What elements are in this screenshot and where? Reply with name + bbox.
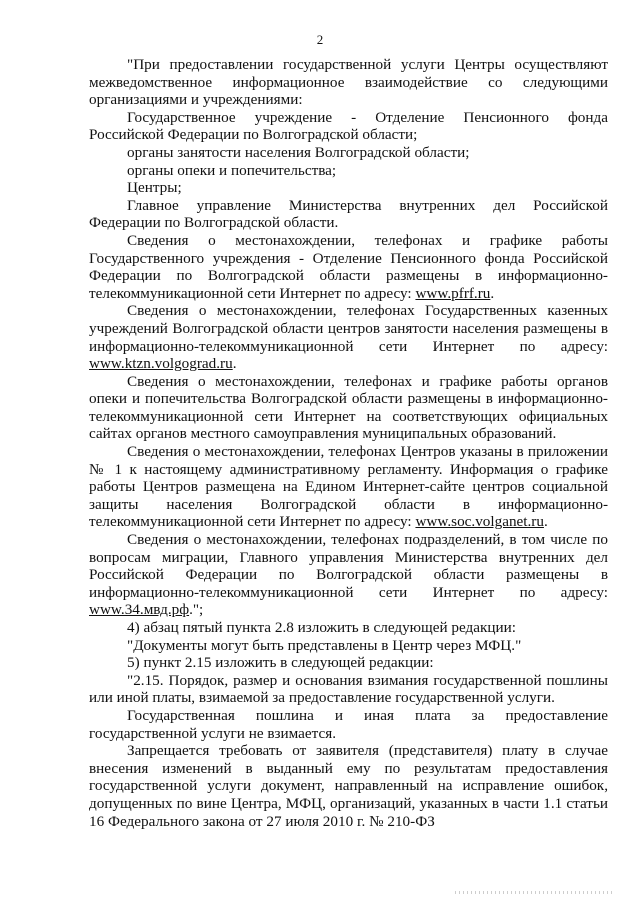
paragraph-text: Сведения о местонахождении, телефонах и графике работы органов опеки и попечительства Волгоградской области размещены в информационно-телекоммуникационной сети Интернет на соответствующих официальных сайтах органов местного самоуправления муниципальных образований. — [89, 372, 608, 443]
paragraph — [89, 179, 608, 197]
paragraph — [89, 742, 608, 830]
paragraph — [89, 162, 608, 180]
paragraph-text: Сведения о местонахождении, телефонах подразделений, в том числе по вопросам миграции, Главного управления Министерства внутренних дел Российской Федерации по Волгоградской области размещены в информационно-телекоммуникационной сети Интернет по адресу: — [89, 531, 608, 601]
paragraph — [89, 373, 608, 443]
paragraph-text: 5) пункт 2.15 изложить в следующей редакции: — [127, 654, 434, 672]
paragraph — [89, 232, 608, 302]
paragraph — [89, 531, 608, 619]
document-body — [89, 56, 608, 830]
paragraph-text: "При предоставлении государственной услуги Центры осуществляют межведомственное информационное взаимодействие со следующими организациями и учреждениями: — [89, 56, 608, 109]
paragraph-text: "2.15. Порядок, размер и основания взимания государственной пошлины или иной платы, взимаемой за предоставление государственной услуги. — [89, 671, 608, 707]
scan-artifact — [455, 891, 615, 894]
paragraph — [89, 654, 608, 672]
url-link[interactable]: www.34.мвд.рф — [89, 601, 190, 619]
paragraph — [89, 707, 608, 742]
url-link[interactable]: www.ktzn.volgograd.ru — [89, 355, 233, 373]
paragraph-text: Государственное учреждение - Отделение Пенсионного фонда Российской Федерации по Волгоградской области; — [89, 108, 608, 144]
paragraph-text: ."; — [189, 601, 204, 619]
paragraph — [89, 619, 608, 637]
paragraph — [89, 302, 608, 372]
paragraph-text: органы опеки и попечительства; — [127, 161, 337, 179]
paragraph-text: . — [490, 284, 495, 302]
url-link[interactable]: www.pfrf.ru — [415, 284, 491, 302]
paragraph — [89, 197, 608, 232]
paragraph-text: . — [232, 355, 237, 373]
paragraph-text: Главное управление Министерства внутренних дел Российской Федерации по Волгоградской области. — [89, 196, 608, 232]
paragraph-text: 4) абзац пятый пункта 2.8 изложить в следующей редакции: — [127, 619, 516, 636]
paragraph — [89, 672, 608, 707]
paragraph-text: . — [543, 513, 548, 531]
url-link[interactable]: www.soc.volganet.ru — [415, 513, 544, 531]
paragraph-text: "Документы могут быть представлены в Центр через МФЦ." — [127, 636, 522, 654]
paragraph — [89, 443, 608, 531]
paragraph — [89, 637, 608, 655]
paragraph-text: Запрещается требовать от заявителя (представителя) плату в случае внесения изменений в выданный ему по результатам предоставления государственной услуги документ, направленный на исправление ошибок, допущенных по вине Центра, МФЦ, организаций, указанных в части 1.1 статьи 16 Федерального закона от 27 июля 2010 г. № 210-ФЗ — [89, 742, 608, 830]
paragraph-text: Сведения о местонахождении, телефонах Государственных казенных учреждений Волгоградской области центров занятости населения размещены в информационно-телекоммуникационной сети Интернет по адресу: — [89, 302, 608, 355]
page-number: 2 — [316, 32, 324, 47]
paragraph-text: Государственная пошлина и иная плата за предоставление государственной услуги не взимается. — [89, 706, 608, 742]
paragraph — [89, 144, 608, 162]
paragraph-text: органы занятости населения Волгоградской области; — [127, 143, 470, 161]
paragraph-text: Сведения о местонахождении, телефонах Центров указаны в приложении № 1 к настоящему административному регламенту. Информация о графике работы Центров размещена на Едином Интернет-сайте центров социальной защиты населения Волгоградской области в информационно-телекоммуникационной сети Интернет по адресу: — [89, 443, 608, 531]
paragraph — [89, 56, 608, 109]
paragraph-text: Центры; — [127, 179, 182, 197]
paragraph-text: Сведения о местонахождении, телефонах и графике работы Государственного учреждения - Отделение Пенсионного фонда Российской Федерации по Волгоградской области размещены в информационно-телекоммуникационной сети Интернет по адресу: — [89, 231, 608, 302]
paragraph — [89, 109, 608, 144]
